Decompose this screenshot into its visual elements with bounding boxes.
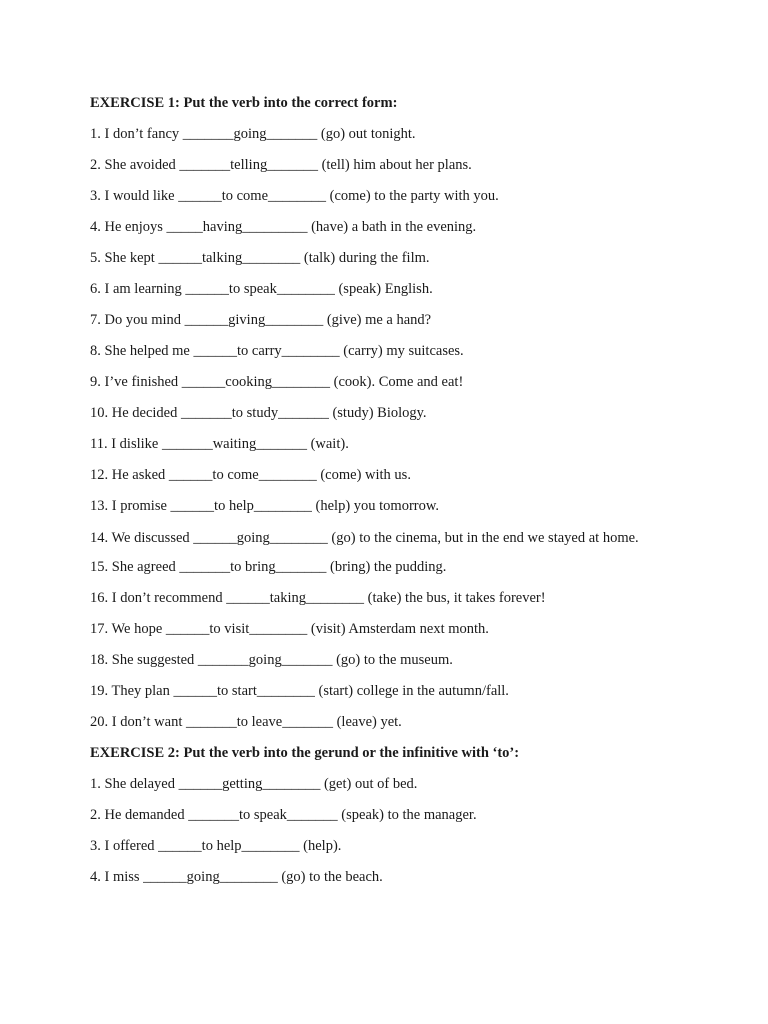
exercise-2-item-1: 1. She delayed ______getting________ (get) out of bed. <box>90 776 418 792</box>
exercise-1-item-14: 14. We discussed ______going________ (go) to the cinema, but in the end we stayed at home. <box>90 530 639 546</box>
exercise-1-item-17: 17. We hope ______to visit________ (visit) Amsterdam next month. <box>90 621 489 637</box>
exercise-2-item-2: 2. He demanded _______to speak_______ (speak) to the manager. <box>90 807 477 823</box>
exercise-1-item-3: 3. I would like ______to come________ (come) to the party with you. <box>90 188 499 204</box>
exercise-1-item-13: 13. I promise ______to help________ (help) you tomorrow. <box>90 498 440 514</box>
exercise-1-item-20: 20. I don’t want _______to leave_______ (leave) yet. <box>90 714 402 730</box>
exercise-1-item-18: 18. She suggested _______going_______ (go) to the museum. <box>90 652 453 668</box>
exercise-1-item-16: 16. I don’t recommend ______taking________ (take) the bus, it takes forever! <box>90 590 546 606</box>
worksheet <box>90 94 690 899</box>
exercise-1-item-10: 10. He decided _______to study_______ (study) Biology. <box>90 405 427 421</box>
exercise-2-item-4: 4. I miss ______going________ (go) to the beach. <box>90 869 383 885</box>
exercise-1-item-5: 5. She kept ______talking________ (talk) during the film. <box>90 250 430 266</box>
exercise-1-item-8: 8. She helped me ______to carry________ (carry) my suitcases. <box>90 343 464 359</box>
exercise-1-heading: EXERCISE 1: Put the verb into the correct form: <box>90 95 398 111</box>
exercise-2-heading: EXERCISE 2: Put the verb into the gerund or the infinitive with ‘to’: <box>90 745 520 761</box>
exercise-1-item-6: 6. I am learning ______to speak________ (speak) English. <box>90 281 433 297</box>
exercise-1-item-9: 9. I’ve finished ______cooking________ (cook). Come and eat! <box>90 374 464 390</box>
exercise-1-item-7: 7. Do you mind ______giving________ (give) me a hand? <box>90 312 432 328</box>
exercise-1-item-1: 1. I don’t fancy _______going_______ (go) out tonight. <box>90 126 416 142</box>
exercise-1-item-11: 11. I dislike _______waiting_______ (wait). <box>90 436 349 452</box>
exercise-1-item-19: 19. They plan ______to start________ (start) college in the autumn/fall. <box>90 683 509 699</box>
exercise-1-item-4: 4. He enjoys _____having_________ (have) a bath in the evening. <box>90 219 477 235</box>
exercise-2-item-3: 3. I offered ______to help________ (help). <box>90 838 342 854</box>
exercise-1-item-12: 12. He asked ______to come________ (come) with us. <box>90 467 411 483</box>
exercise-1-item-2: 2. She avoided _______telling_______ (tell) him about her plans. <box>90 157 472 173</box>
exercise-1-item-15: 15. She agreed _______to bring_______ (bring) the pudding. <box>90 559 447 575</box>
